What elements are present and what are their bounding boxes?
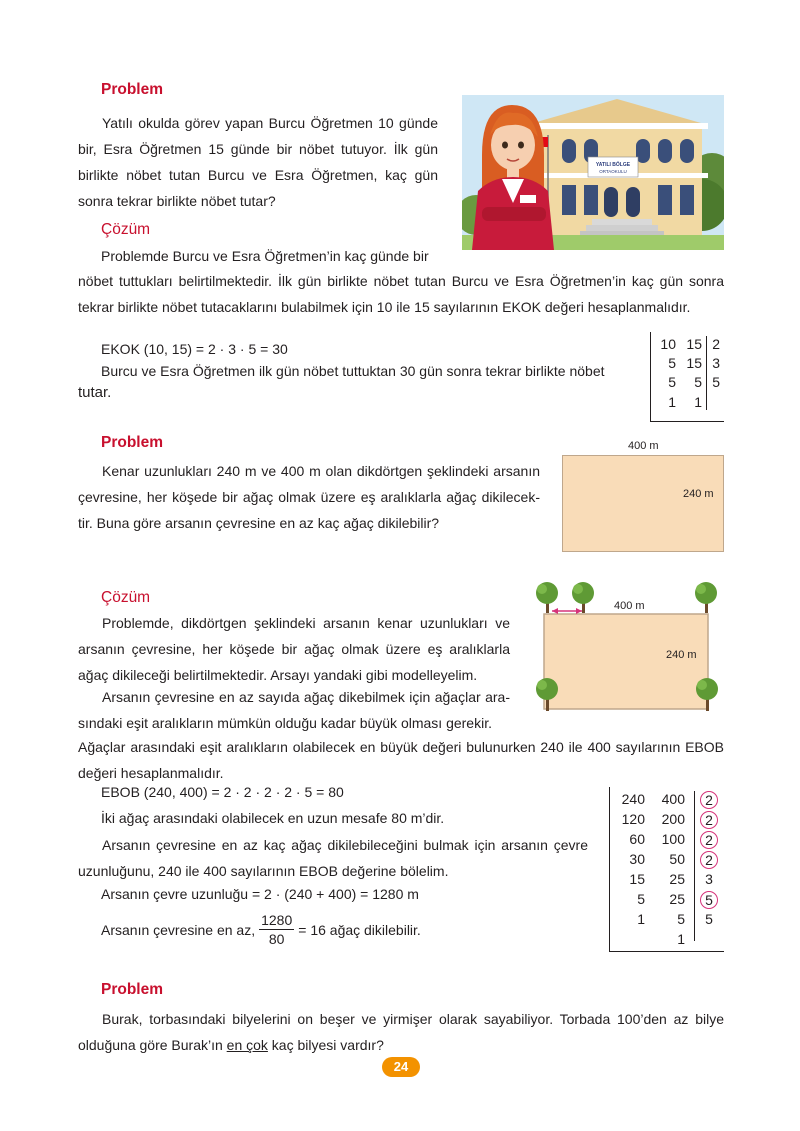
conclusion-line2: tutar. (78, 384, 112, 401)
diagram-height-label: 240 m (666, 649, 697, 661)
tree-icon (572, 582, 594, 613)
problem-text-part: Burak, torbasındaki bilyelerini on beşer ve yirmişer olarak sayabiliyor. Torbada 100’den az bilye olduğuna göre Burak’ın (78, 1011, 724, 1053)
solution-text-line1: Problemde Burcu ve Esra Öğretmen’in kaç günde bir (101, 248, 429, 264)
table-cell: 240 (621, 791, 645, 807)
ekok-factor-table (650, 332, 724, 422)
table-cell: 15 (629, 871, 645, 887)
common-factor-circle: 2 (700, 851, 718, 869)
table-cell: 2 (712, 336, 720, 352)
table-cell: 5 (668, 374, 676, 390)
table-cell: 5 (677, 911, 685, 927)
table-cell: 1 (668, 394, 676, 410)
problem-text: Yatılı okulda görev yapan Burcu Öğretmen 10 günde bir, Esra Öğretmen 15 günde bir nöbet tutuyor. İlk gün birlikte nöbet tutan Burcu ve Esra Öğretmen, kaç gün sonra tekrar birlikte nöbet tutar? (78, 115, 438, 209)
table-cell: 100 (661, 831, 685, 847)
final-suffix: = 16 ağaç dikilebilir. (298, 921, 421, 938)
teacher-school-illustration (462, 95, 724, 250)
school-sign-line2: ORTAOKULU (599, 169, 627, 174)
problem-heading: Problem (101, 981, 164, 998)
table-cell: 25 (669, 891, 685, 907)
plot-width-label: 400 m (628, 440, 659, 452)
table-cell: 25 (669, 871, 685, 887)
table-cell: 5 (694, 374, 702, 390)
table-cell: 3 (712, 355, 720, 371)
table-cell: 10 (660, 336, 676, 352)
solution-text: Arsanın çevresine en az kaç ağaç dikilebileceğini bulmak için arsanın çevre uzunluğunu, 240 ile 400 sayılarının EBOB değerine bölelim. (78, 837, 588, 879)
tree-diagram (530, 575, 726, 715)
table-cell: 1 (694, 394, 702, 410)
ebob-factor-table (609, 787, 724, 952)
table-cell: 200 (661, 811, 685, 827)
table-cell: 15 (686, 336, 702, 352)
diagram-width-label: 400 m (614, 600, 645, 612)
problem-text (78, 1006, 724, 1058)
common-factor-circle: 2 (700, 831, 718, 849)
ebob-formula: EBOB (240, 400) = 2 · 2 · 2 · 2 · 5 = 80 (101, 784, 344, 800)
problem-text-part: kaç bilyesi vardır? (267, 1037, 384, 1053)
problem-heading: Problem (101, 81, 164, 98)
fraction-numerator: 1280 (261, 912, 293, 928)
page-number: 24 (382, 1057, 420, 1077)
table-cell: 400 (661, 791, 685, 807)
perimeter-text: Arsanın çevre uzunluğu = 2 · (240 + 400) = 1280 m (101, 886, 419, 902)
solution-text: Problemde, dikdörtgen şeklindeki arsanın kenar uzunlukları ve arsanın çevresine, her köşede bir ağaç olmak üzere eş aralıklarla ağaç dikileceği belirtilmektedir. Arsayı yandaki gibi modelleyelim. (78, 615, 510, 683)
fraction-denominator: 80 (268, 931, 285, 947)
solution-text: nöbet tuttukları belirtilmektedir. İlk gün birlikte nöbet tutan Burcu ve Esra Öğretmen’in kaç gün sonra tekrar birlikte nöbet tutacaklarını bulabilmek için 10 ile 15 sayılarının EKOK değeri hesaplanmalıdır. (78, 273, 724, 315)
solution-heading: Çözüm (101, 589, 151, 606)
table-cell: 120 (621, 811, 645, 827)
tree-icon (695, 582, 717, 613)
conclusion-line1: Burcu ve Esra Öğretmen ilk gün nöbet tuttuktan 30 gün sonra tekrar birlikte nöbet (101, 363, 605, 379)
plot-height-label: 240 m (683, 488, 714, 500)
problem-text-underlined: en çok (226, 1037, 268, 1053)
final-result (101, 911, 421, 948)
solution-text: Ağaçlar arasındaki eşit aralıkların olabilecek en büyük değeri bulunurken 240 ile 400 sayılarının EBOB değeri hesaplanmalıdır. (78, 739, 724, 781)
school-sign-line1: YATILI BÖLGE (595, 162, 631, 168)
problem-heading: Problem (101, 434, 164, 451)
problem-text: Kenar uzunlukları 240 m ve 400 m olan dikdörtgen şeklindeki arsanın çevresine, her köşede bir ağaç olmak üzere eş aralıklarla ağaç dikilecek-tir. Buna göre arsanın çevresine en az kaç ağaç dikilebilir? (78, 463, 540, 531)
common-factor-circle: 2 (700, 811, 718, 829)
land-rectangle (562, 455, 724, 552)
solution-heading: Çözüm (101, 221, 151, 238)
distance-text: İki ağaç arasındaki olabilecek en uzun mesafe 80 m’dir. (101, 810, 445, 826)
table-cell: 15 (686, 355, 702, 371)
table-cell: 5 (705, 911, 713, 927)
common-factor-circle: 2 (700, 791, 718, 809)
table-cell: 60 (629, 831, 645, 847)
table-cell: 3 (705, 871, 713, 887)
ekok-formula: EKOK (10, 15) = 2 · 3 · 5 = 30 (101, 341, 288, 357)
table-cell: 5 (668, 355, 676, 371)
tree-icon (536, 582, 558, 613)
final-prefix: Arsanın çevresine en az, (101, 921, 256, 938)
table-cell: 50 (669, 851, 685, 867)
table-cell: 1 (677, 931, 685, 947)
fraction (259, 911, 294, 948)
table-cell: 1 (637, 911, 645, 927)
table-cell: 5 (637, 891, 645, 907)
table-cell: 30 (629, 851, 645, 867)
common-factor-circle: 5 (700, 891, 718, 909)
solution-text: Arsanın çevresine en az sayıda ağaç dikebilmek için ağaçlar ara-sındaki eşit aralıkların mümkün olduğu kadar büyük olması gerekir. (78, 689, 510, 731)
table-cell: 5 (712, 374, 720, 390)
